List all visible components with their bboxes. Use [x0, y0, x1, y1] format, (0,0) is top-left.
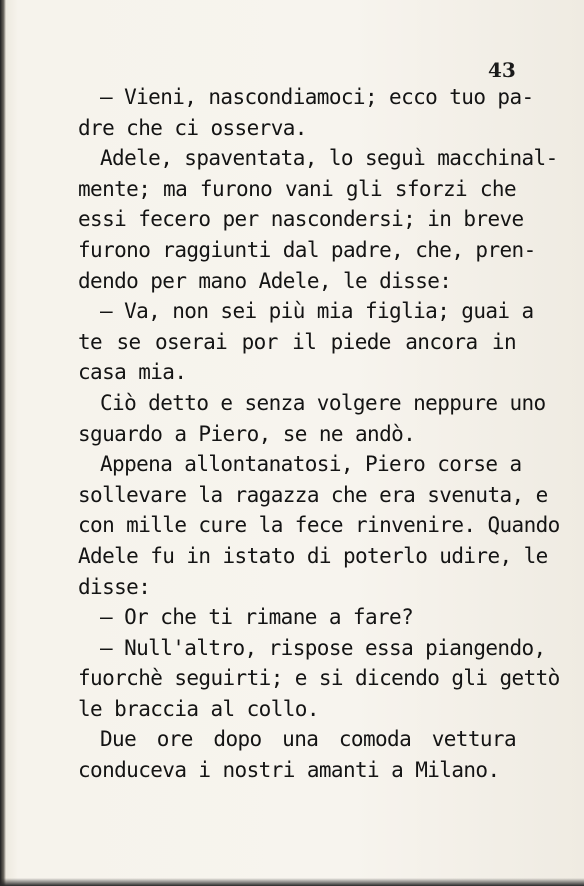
text-line: essi fecero per nascondersi; in breve [78, 207, 524, 232]
text-line: sollevare la ragazza che era svenuta, e [78, 482, 548, 507]
text-line: Adele, spaventata, lo seguì macchinal- [100, 146, 558, 171]
text-line: Appena allontanatosi, Piero corse a [100, 452, 522, 477]
text-line: — Vieni, nascondiamoci; ecco tuo pa- [100, 85, 534, 109]
text-line: le braccia al collo. [78, 696, 319, 721]
text-line: — Null'altro, rispose essa piangendo, [100, 635, 546, 660]
text-line: Due ore dopo una comoda vettura [100, 727, 516, 752]
text-line: sguardo a Piero, se ne andò. [78, 421, 416, 446]
text-line: casa mia. [78, 360, 187, 385]
text-line: dre che ci osserva. [78, 115, 307, 140]
text-line: fuorchè seguirti; e si dicendo gli gettò [78, 666, 560, 691]
body-text [78, 82, 560, 786]
text-line: dendo per mano Adele, le disse: [78, 268, 452, 293]
text-line: conduceva i nostri amanti a Milano. [78, 758, 500, 783]
text-line: Adele fu in istato di poterlo udire, le [78, 543, 548, 568]
text-line: furono raggiunti dal padre, che, pren- [78, 237, 536, 262]
text-line: te se oserai por il piede ancora in [78, 329, 516, 354]
text-line: — Va, non sei più mia figlia; guai a [100, 299, 534, 324]
page-bottom-edge [0, 878, 584, 886]
text-line: mente; ma furono vani gli sforzi che [78, 176, 516, 201]
page-number: 43 [488, 58, 516, 82]
text-line: Ciò detto e senza volgere neppure uno [100, 390, 546, 415]
page-left-edge [0, 0, 6, 886]
text-line: disse: [78, 574, 151, 599]
text-line: con mille cure la fece rinvenire. Quando [78, 513, 560, 538]
text-line: — Or che ti rimane a fare? [100, 605, 414, 630]
